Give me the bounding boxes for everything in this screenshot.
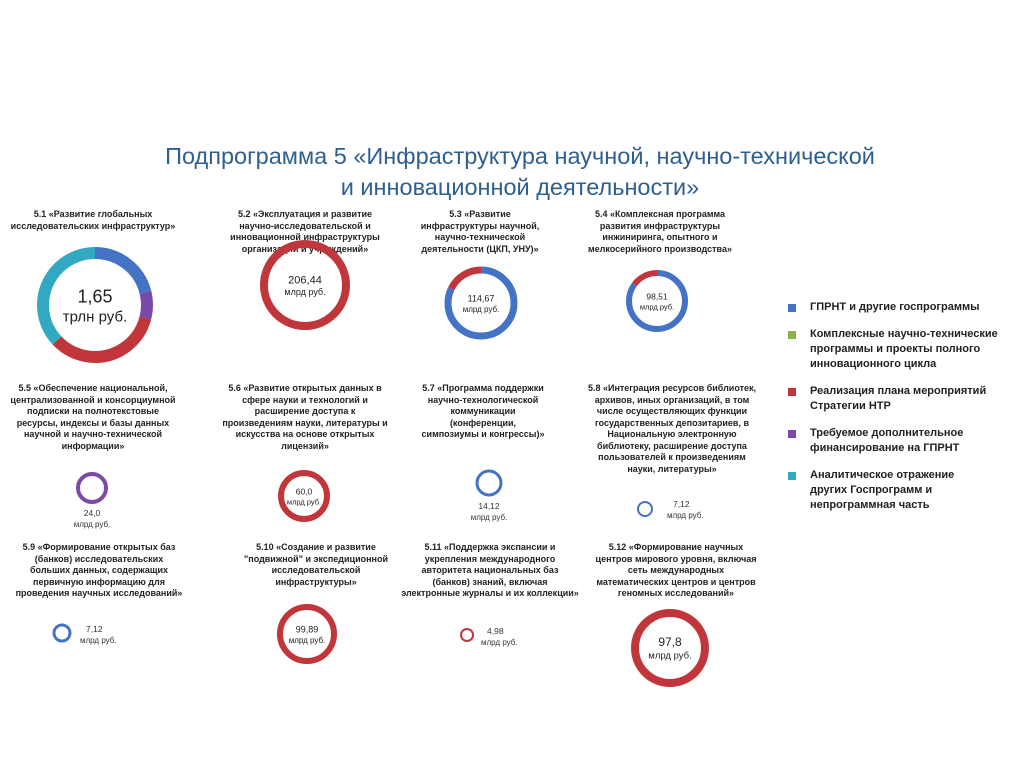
legend-swatch [788,388,796,396]
label-line: деятельности (ЦКП, УНУ)» [421,243,539,254]
label-line: "подвижной" и экспедиционной [243,553,389,564]
legend-label-line: Реализация плана мероприятий [810,385,987,397]
label-line: 5.5 «Обеспечение национальной, [18,383,168,393]
label-line: мелкосерийного производства» [588,243,732,254]
label-line: расширение доступа к [254,406,356,416]
donut-unit: млрд руб. [288,635,326,645]
label-line: произведениям науки, литературы и [222,417,388,428]
donut-unit: млрд руб. [470,513,508,522]
label-line: (банков) знаний, включая [432,576,548,587]
donut-value: 1,65 [77,286,113,307]
label-line: научно-технологической [427,394,539,405]
donut-5-9 [54,625,70,641]
legend-item [788,327,1018,372]
label-line: 5.10 «Создание и развитие [256,542,376,552]
donut-value: 114,67 [467,293,495,304]
label-line: математических центров и центров [596,576,756,587]
label-line: инфраструктуры научной, [420,220,540,231]
label-line: (банков) исследовательских [34,553,164,564]
label-line: больших данных, содержащих [29,565,168,575]
donut-value: 24,0 [83,508,101,518]
donut-value: 206,44 [288,274,322,287]
legend-item [788,468,1018,513]
label-line: инновационной инфраструктуры [230,232,380,242]
donut-slice [638,502,652,516]
label-line: проведения научных исследований» [15,588,183,598]
donut-value: 7,12 [86,624,103,634]
label-line: 5.11 «Поддержка экспансии и [424,542,556,552]
legend-swatch [788,304,796,312]
donut-unit: млрд руб. [648,650,692,662]
donut-value: 99,89 [295,624,319,635]
legend-swatch [788,430,796,438]
label-line: 5.6 «Развитие открытых данных в [228,383,382,393]
legend-label-line: Стратегии НТР [810,400,891,412]
donut-unit: млрд руб. [286,497,322,507]
label-line: информации» [61,440,125,451]
donut-5-11 [461,629,473,641]
label-line: сфере науки и технологий и [242,394,368,405]
label-line: научной и научно-технической [23,429,163,439]
label-line: укрепления международного [424,553,556,564]
label-line: организаций и учреждений» [241,243,369,254]
label-line: первичную информацию для [33,576,165,587]
legend-label-line: Требуемое дополнительное [810,427,964,439]
donut-slice [54,625,70,641]
legend-label-line: финансирование на ГПРНТ [810,442,960,454]
label-line: коммуникации [450,406,516,416]
donut-value: 14,12 [478,501,500,511]
donut-value: 7,12 [673,499,690,509]
label-line: 5.9 «Формирование открытых баз [22,542,176,552]
label-line: научно-исследовательской и [239,220,371,231]
legend-item [788,426,1018,456]
label-line: геномных исследований» [617,588,735,598]
donut-unit: млрд руб. [462,304,500,314]
label-line: библиотеку, расширение доступа [597,440,747,451]
label-line: электронные журналы и их коллекции» [401,588,579,598]
title-line-2: и инновационной деятельности» [340,174,700,200]
legend-item [788,384,1018,414]
donut-5-8 [638,502,652,516]
label-line: 5.12 «Формирование научных [608,542,744,552]
label-line: научно-технической [434,232,526,242]
donut-slice [461,629,473,641]
legend-item [788,300,1018,315]
legend-label-line: Аналитическое отражение [810,469,955,481]
label-line: Национальную электронную [607,429,737,439]
donut-slice [78,474,106,502]
label-line: инжиниринга, опытного и [602,232,718,242]
donut-unit: трлн руб. [62,308,128,326]
label-line: симпозиумы и конгрессы)» [421,429,545,439]
donut-slice [477,471,501,495]
donut-5-5 [78,474,106,502]
label-line: 5.4 «Комплексная программа [594,209,726,219]
label-line: 5.7 «Программа поддержки [422,383,544,393]
label-line: инфраструктуры» [275,576,357,587]
donut-unit: млрд руб. [284,286,326,297]
donut-value: 60,0 [295,486,313,497]
legend-swatch [788,472,796,480]
label-line: исследовательской [271,565,361,575]
donut-unit: млрд руб. [80,636,117,645]
legend-label-line: ГПРНТ и другие госпрограммы [810,301,980,313]
label-line: централизованной и консорциумной [10,394,176,405]
label-line: 5.8 «Интеграция ресурсов библиотек, [587,383,757,393]
label-line: ресурсы, индексы и базы данных [16,417,170,428]
legend-label-line: программы и проекты полного [810,343,981,355]
label-line: (конференции, [449,417,517,428]
label-line: пользователей к произведениям [598,452,746,462]
label-line: сеть международных [627,565,725,575]
label-line: центров мирового уровня, включая [595,553,757,564]
donut-value: 97,8 [658,635,682,650]
donut-5-7 [477,471,501,495]
label-line: науки, литературы» [627,463,717,474]
label-line: архивов, иных организаций, в том [594,394,750,405]
label-line: 5.1 «Развитие глобальных [33,209,153,219]
donut-unit: млрд руб. [667,511,704,520]
label-line: подписки на полнотекстовые [27,406,159,416]
legend-label-line: инновационного цикла [810,358,937,370]
donut-unit: млрд руб. [639,302,675,312]
label-line: государственных депозитариев, в [595,417,749,428]
legend-label-line: других Госпрограмм и [810,484,933,496]
donut-value: 4,98 [487,626,504,636]
label-line: 5.3 «Развитие [449,209,511,219]
label-line: искусства на основе открытых [235,429,375,439]
legend [788,300,1018,525]
label-line: исследовательских инфраструктур» [10,220,176,231]
legend-label-line: непрограммная часть [810,499,930,511]
label-line: авторитета национальных баз [421,565,559,575]
legend-swatch [788,331,796,339]
label-line: развития инфраструктуры [599,220,721,231]
label-line: 5.2 «Эксплуатация и развитие [237,209,373,219]
donut-value: 98,51 [646,291,668,302]
title-line-1: Подпрограмма 5 «Инфраструктура научной, научно-технической [165,143,875,169]
label-line: числе осуществляющих функции [596,406,748,416]
label-line: лицензий» [281,440,329,451]
legend-label-line: Комплексные научно-технические [810,328,998,340]
donut-unit: млрд руб. [481,638,518,647]
donut-unit: млрд руб. [73,520,111,529]
